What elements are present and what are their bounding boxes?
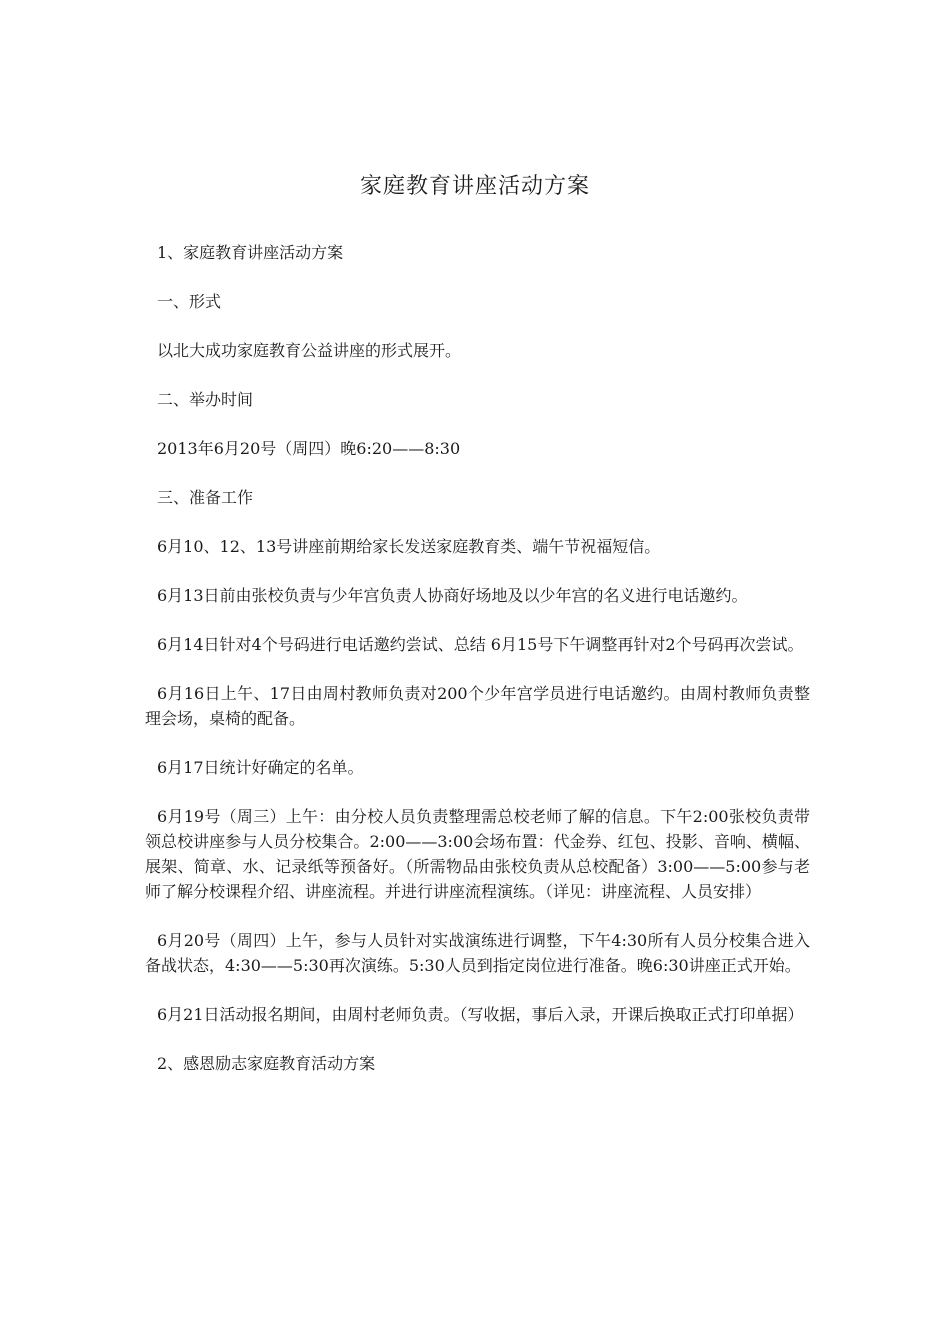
paragraph-prep-june-17: 6月17日统计好确定的名单。 bbox=[157, 758, 364, 777]
paragraph-prep-june-20: 6月20号（周四）上午，参与人员针对实战演练进行调整，下午4:30所有人员分校集合进入备战状态，4:30——5:30再次演练。5:30人员到指定岗位进行准备。晚6:30讲座正式开始。 bbox=[145, 931, 810, 975]
paragraph-format: 以北大成功家庭教育公益讲座的形式展开。 bbox=[157, 341, 462, 360]
paragraph-prep-june-13: 6月13日前由张校负责与少年宫负责人协商好场地及以少年宫的名义进行电话邀约。 bbox=[157, 586, 748, 605]
subheading-preparation: 三、准备工作 bbox=[157, 488, 254, 507]
paragraph-prep-june-16: 6月16日上午、17日由周村教师负责对200个少年宫学员进行电话邀约。由周村教师负责整理会场，桌椅的配备。 bbox=[145, 684, 810, 728]
paragraph-prep-june-19: 6月19号（周三）上午：由分校人员负责整理需总校老师了解的信息。下午2:00张校负责带领总校讲座参与人员分校集合。2:00——3:00会场布置：代金券、红包、投影、音响、横幅、展架、简章、水、记录纸等预备好。（所需物品由张校负责从总校配备）3:00——5:00参与老师了解分校课程介绍、讲座流程。并进行讲座流程演练。（详见：讲座流程、人员安排） bbox=[145, 807, 810, 901]
document-body bbox=[145, 240, 810, 1100]
document-title: 家庭教育讲座活动方案 bbox=[359, 174, 590, 199]
paragraph-prep-june-10: 6月10、12、13号讲座前期给家长发送家庭教育类、端午节祝福短信。 bbox=[157, 537, 661, 556]
paragraph-prep-june-21: 6月21日活动报名期间，由周村老师负责。（写收据，事后入录，开课后换取正式打印单据） bbox=[157, 1005, 804, 1024]
section-heading-2: 2、感恩励志家庭教育活动方案 bbox=[157, 1054, 376, 1073]
paragraph-prep-june-14: 6月14日针对4个号码进行电话邀约尝试、总结 6月15号下午调整再针对2个号码再次尝试。 bbox=[157, 635, 804, 654]
subheading-format: 一、形式 bbox=[157, 292, 222, 311]
section-heading-1: 1、家庭教育讲座活动方案 bbox=[157, 243, 344, 262]
paragraph-time: 2013年6月20号（周四）晚6:20——8:30 bbox=[157, 439, 461, 458]
subheading-time: 二、举办时间 bbox=[157, 390, 254, 409]
